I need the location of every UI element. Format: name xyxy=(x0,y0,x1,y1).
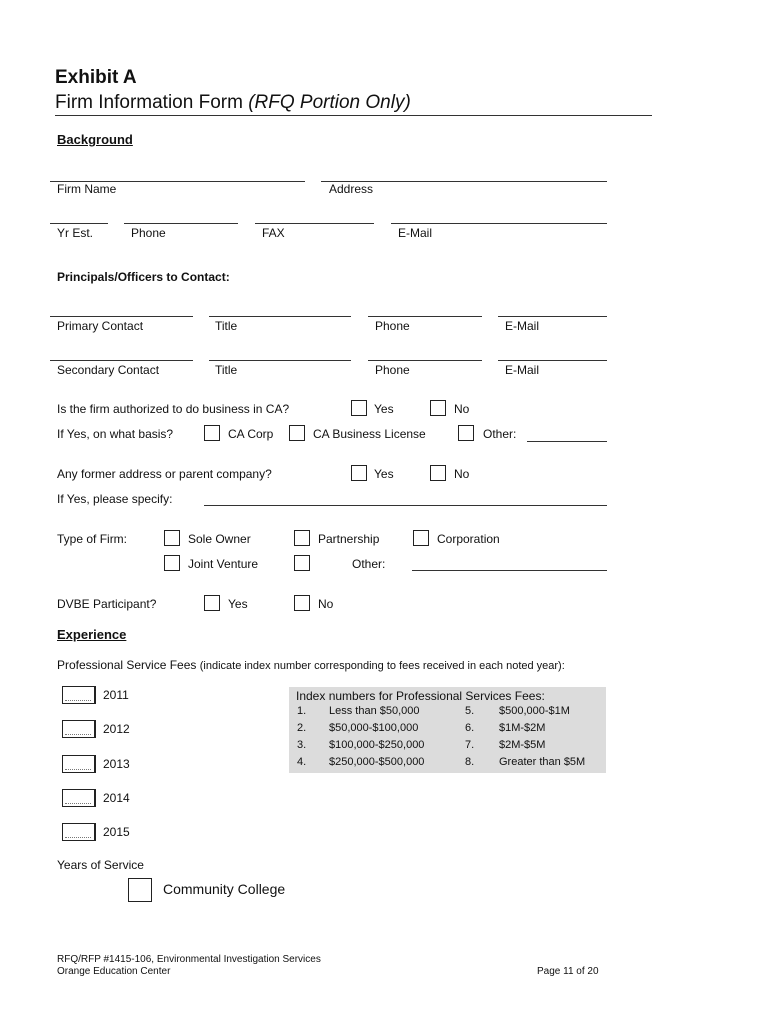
fee-index-num: 8. xyxy=(465,756,475,768)
secondary-phone-label: Phone xyxy=(375,363,410,377)
principals-heading: Principals/Officers to Contact: xyxy=(57,270,230,284)
corporation-checkbox[interactable] xyxy=(413,530,429,546)
fee-index-range: $500,000-$1M xyxy=(499,705,570,717)
fee-index-num: 6. xyxy=(465,722,475,734)
email-field[interactable] xyxy=(391,223,607,224)
secondary-phone-field[interactable] xyxy=(368,360,482,361)
former-address-no-label: No xyxy=(454,467,470,481)
ca-business-license-label: CA Business License xyxy=(313,427,426,441)
primary-contact-field[interactable] xyxy=(50,316,193,317)
exhibit-title: Exhibit A xyxy=(55,67,137,88)
fee-index-input-2014[interactable] xyxy=(62,789,96,807)
footer-page: Page 11 of 20 xyxy=(537,966,599,977)
footer-center: Orange Education Center xyxy=(57,966,171,977)
authorized-yes-label: Yes xyxy=(374,402,394,416)
fee-index-input-2011[interactable] xyxy=(62,686,96,704)
fax-field[interactable] xyxy=(255,223,374,224)
former-address-yes-checkbox[interactable] xyxy=(351,465,367,481)
fee-index-range: $2M-$5M xyxy=(499,739,546,751)
former-address-yes-label: Yes xyxy=(374,467,394,481)
partnership-checkbox[interactable] xyxy=(294,530,310,546)
fee-index-num: 3. xyxy=(297,739,307,751)
fee-index-range: $100,000-$250,000 xyxy=(329,739,425,751)
years-of-service-label: Years of Service xyxy=(57,858,144,872)
fees-instruction xyxy=(57,658,565,672)
fee-index-range: $250,000-$500,000 xyxy=(329,756,425,768)
primary-contact-label: Primary Contact xyxy=(57,319,144,333)
secondary-title-label: Title xyxy=(215,363,238,377)
secondary-email-label: E-Mail xyxy=(505,363,540,377)
fee-index-range: Greater than $5M xyxy=(499,756,586,768)
primary-title-field[interactable] xyxy=(209,316,351,317)
fee-index-range: $50,000-$100,000 xyxy=(329,722,419,734)
fee-index-num: 7. xyxy=(465,739,475,751)
form-title-main: Firm Information Form xyxy=(55,92,249,113)
fee-index-input-2012[interactable] xyxy=(62,720,96,738)
ca-corp-label: CA Corp xyxy=(228,427,274,441)
fee-index-table xyxy=(289,687,606,773)
year-label-2012: 2012 xyxy=(103,722,130,736)
partnership-label: Partnership xyxy=(318,532,380,546)
firm-name-label: Firm Name xyxy=(57,182,117,196)
footer-rfq: RFQ/RFP #1415-106, Environmental Investigation Services xyxy=(57,954,321,965)
yr-est-label: Yr Est. xyxy=(57,226,94,240)
primary-title-label: Title xyxy=(215,319,238,333)
dvbe-yes-checkbox[interactable] xyxy=(204,595,220,611)
email-label: E-Mail xyxy=(398,226,433,240)
basis-other-field[interactable] xyxy=(527,441,607,442)
basis-other-label: Other: xyxy=(483,427,517,441)
firm-type-other-field[interactable] xyxy=(412,570,607,571)
yr-est-field[interactable] xyxy=(50,223,108,224)
form-title-italic: (RFQ Portion Only) xyxy=(248,92,411,113)
dvbe-label: DVBE Participant? xyxy=(57,597,157,611)
background-heading: Background xyxy=(57,132,133,147)
fee-index-range: Less than $50,000 xyxy=(329,705,420,717)
phone-label: Phone xyxy=(131,226,166,240)
secondary-contact-field[interactable] xyxy=(50,360,193,361)
sole-owner-checkbox[interactable] xyxy=(164,530,180,546)
former-address-question: Any former address or parent company? xyxy=(57,467,272,481)
authorized-no-label: No xyxy=(454,402,470,416)
fee-index-input-2013[interactable] xyxy=(62,755,96,773)
fee-index-num: 5. xyxy=(465,705,475,717)
year-label-2014: 2014 xyxy=(103,791,130,805)
former-address-no-checkbox[interactable] xyxy=(430,465,446,481)
firm-type-other-label: Other: xyxy=(352,557,386,571)
dvbe-yes-label: Yes xyxy=(228,597,248,611)
sole-owner-label: Sole Owner xyxy=(188,532,251,546)
specify-field[interactable] xyxy=(204,505,607,506)
primary-email-label: E-Mail xyxy=(505,319,540,333)
joint-venture-checkbox[interactable] xyxy=(164,555,180,571)
community-college-checkbox[interactable] xyxy=(128,878,152,902)
secondary-contact-label: Secondary Contact xyxy=(57,363,160,377)
fee-index-num: 2. xyxy=(297,722,307,734)
address-label: Address xyxy=(329,182,374,196)
firm-type-label: Type of Firm: xyxy=(57,532,128,546)
fee-index-num: 4. xyxy=(297,756,307,768)
corporation-label: Corporation xyxy=(437,532,500,546)
fee-index-range: $1M-$2M xyxy=(499,722,546,734)
specify-label: If Yes, please specify: xyxy=(57,492,173,506)
experience-heading: Experience xyxy=(57,627,127,642)
form-title xyxy=(55,92,411,114)
ca-corp-checkbox[interactable] xyxy=(204,425,220,441)
basis-question: If Yes, on what basis? xyxy=(57,427,174,441)
fee-index-title: Index numbers for Professional Services Fees: xyxy=(296,689,545,703)
authorized-yes-checkbox[interactable] xyxy=(351,400,367,416)
fee-index-input-2015[interactable] xyxy=(62,823,96,841)
year-label-2013: 2013 xyxy=(103,757,130,771)
basis-other-checkbox[interactable] xyxy=(458,425,474,441)
joint-venture-label: Joint Venture xyxy=(188,557,259,571)
firm-type-other-checkbox[interactable] xyxy=(294,555,310,571)
fax-label: FAX xyxy=(262,226,285,240)
dvbe-no-checkbox[interactable] xyxy=(294,595,310,611)
title-rule xyxy=(55,115,652,116)
primary-phone-field[interactable] xyxy=(368,316,482,317)
fees-label: Professional Service Fees xyxy=(57,658,200,672)
authorized-question: Is the firm authorized to do business in CA? xyxy=(57,402,290,416)
secondary-email-field[interactable] xyxy=(498,360,607,361)
ca-business-license-checkbox[interactable] xyxy=(289,425,305,441)
community-college-label: Community College xyxy=(163,881,286,897)
authorized-no-checkbox[interactable] xyxy=(430,400,446,416)
year-label-2011: 2011 xyxy=(103,688,129,702)
primary-email-field[interactable] xyxy=(498,316,607,317)
primary-phone-label: Phone xyxy=(375,319,410,333)
secondary-title-field[interactable] xyxy=(209,360,351,361)
dvbe-no-label: No xyxy=(318,597,334,611)
year-label-2015: 2015 xyxy=(103,825,130,839)
fee-index-num: 1. xyxy=(297,705,307,717)
fees-note: (indicate index number corresponding to fees received in each noted year): xyxy=(199,660,565,672)
phone-field[interactable] xyxy=(124,223,238,224)
